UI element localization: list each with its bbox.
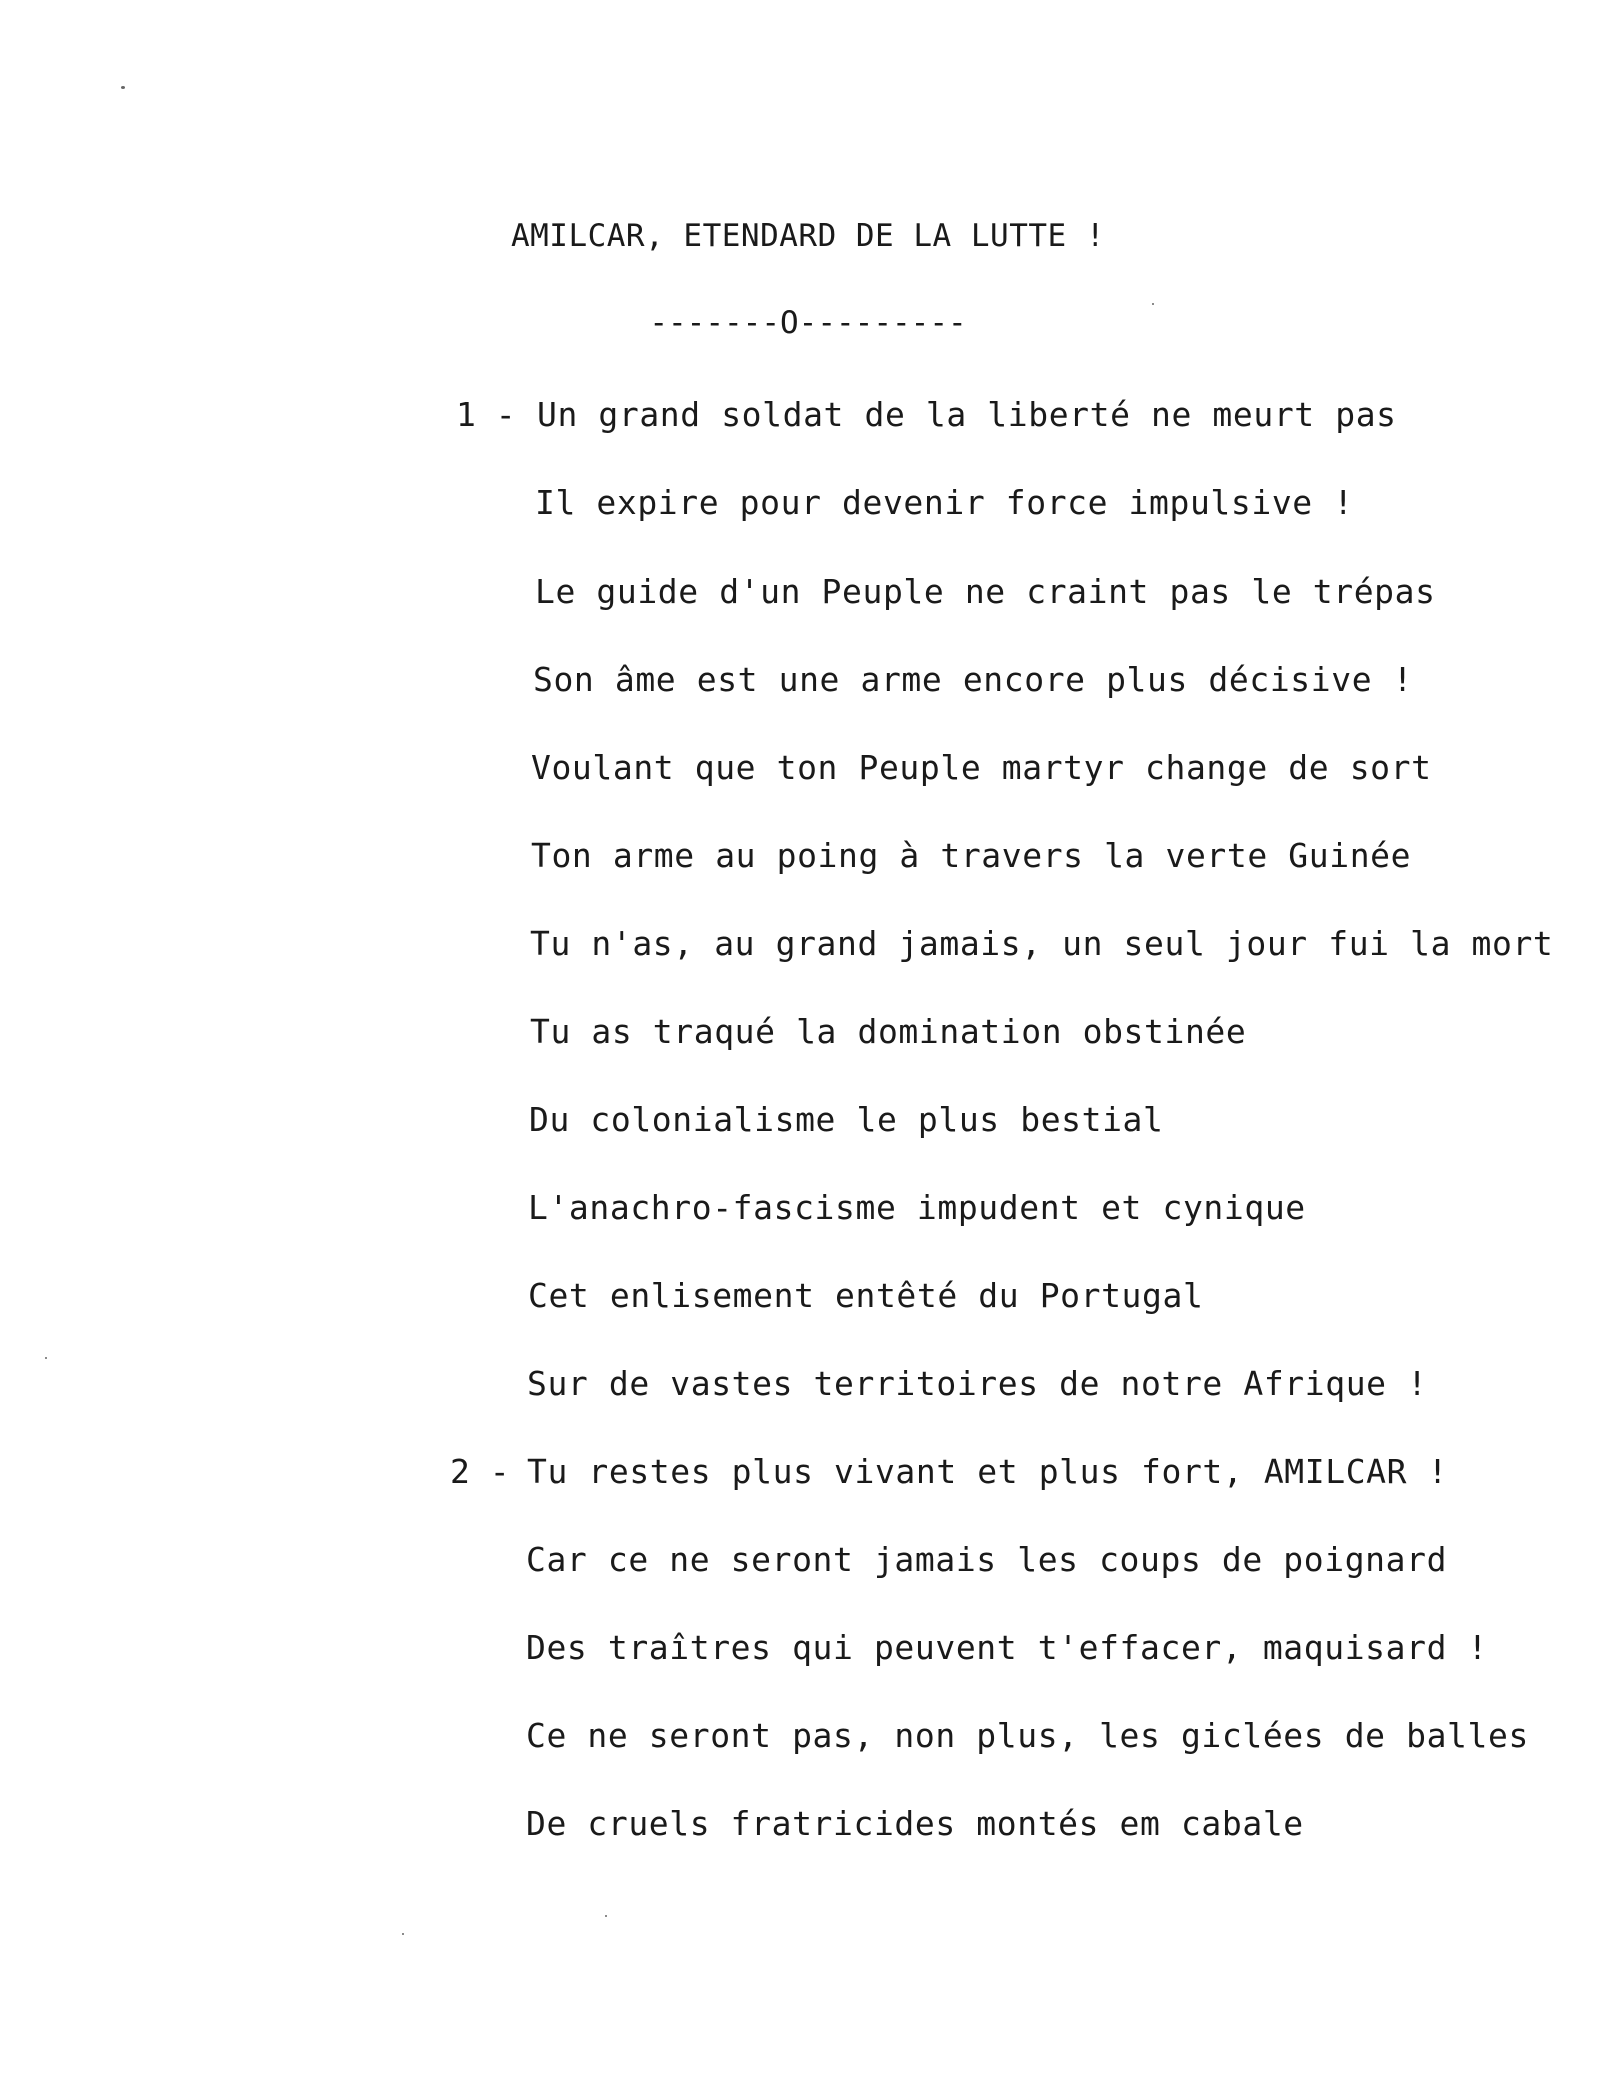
stanza-2-number: 2 -: [450, 1452, 510, 1491]
stanza-1-line-1: Un grand soldat de la liberté ne meurt pas: [537, 395, 1397, 434]
scan-speck: [1152, 303, 1154, 305]
stanza-1-line-12: Sur de vastes territoires de notre Afrique !: [527, 1364, 1428, 1403]
stanza-1-line-3: Le guide d'un Peuple ne craint pas le trépas: [535, 572, 1436, 611]
stanza-1-line-11: Cet enlisement entêté du Portugal: [528, 1276, 1204, 1315]
scan-speck: [402, 1933, 404, 1935]
title-separator: -------O---------: [649, 305, 967, 341]
stanza-2-line-3: Des traîtres qui peuvent t'effacer, maquisard !: [526, 1628, 1488, 1667]
scan-speck: [121, 86, 125, 89]
poem-title: AMILCAR, ETENDARD DE LA LUTTE !: [510, 218, 1106, 254]
stanza-2-line-4: Ce ne seront pas, non plus, les giclées de balles: [526, 1716, 1529, 1755]
scan-speck: [605, 1915, 607, 1917]
stanza-1-line-9: Du colonialisme le plus bestial: [529, 1100, 1164, 1139]
stanza-1-line-5: Voulant que ton Peuple martyr change de sort: [531, 748, 1432, 787]
stanza-1-line-7: Tu n'as, au grand jamais, un seul jour fui la mort: [530, 924, 1554, 963]
stanza-1-line-8: Tu as traqué la domination obstinée: [530, 1012, 1247, 1051]
stanza-2-line-5: De cruels fratricides montés em cabale: [526, 1804, 1304, 1843]
stanza-1-line-2: Il expire pour devenir force impulsive !: [535, 483, 1354, 522]
stanza-1-line-6: Ton arme au poing à travers la verte Guinée: [531, 836, 1412, 875]
stanza-2-line-2: Car ce ne seront jamais les coups de poignard: [526, 1540, 1448, 1579]
stanza-1-line-4: Son âme est une arme encore plus décisive !: [533, 660, 1414, 699]
scan-speck: [45, 1357, 47, 1359]
stanza-1-number: 1 -: [456, 395, 516, 434]
stanza-1-line-10: L'anachro-fascisme impudent et cynique: [528, 1188, 1306, 1227]
stanza-2-line-1: Tu restes plus vivant et plus fort, AMILCAR !: [527, 1452, 1449, 1491]
